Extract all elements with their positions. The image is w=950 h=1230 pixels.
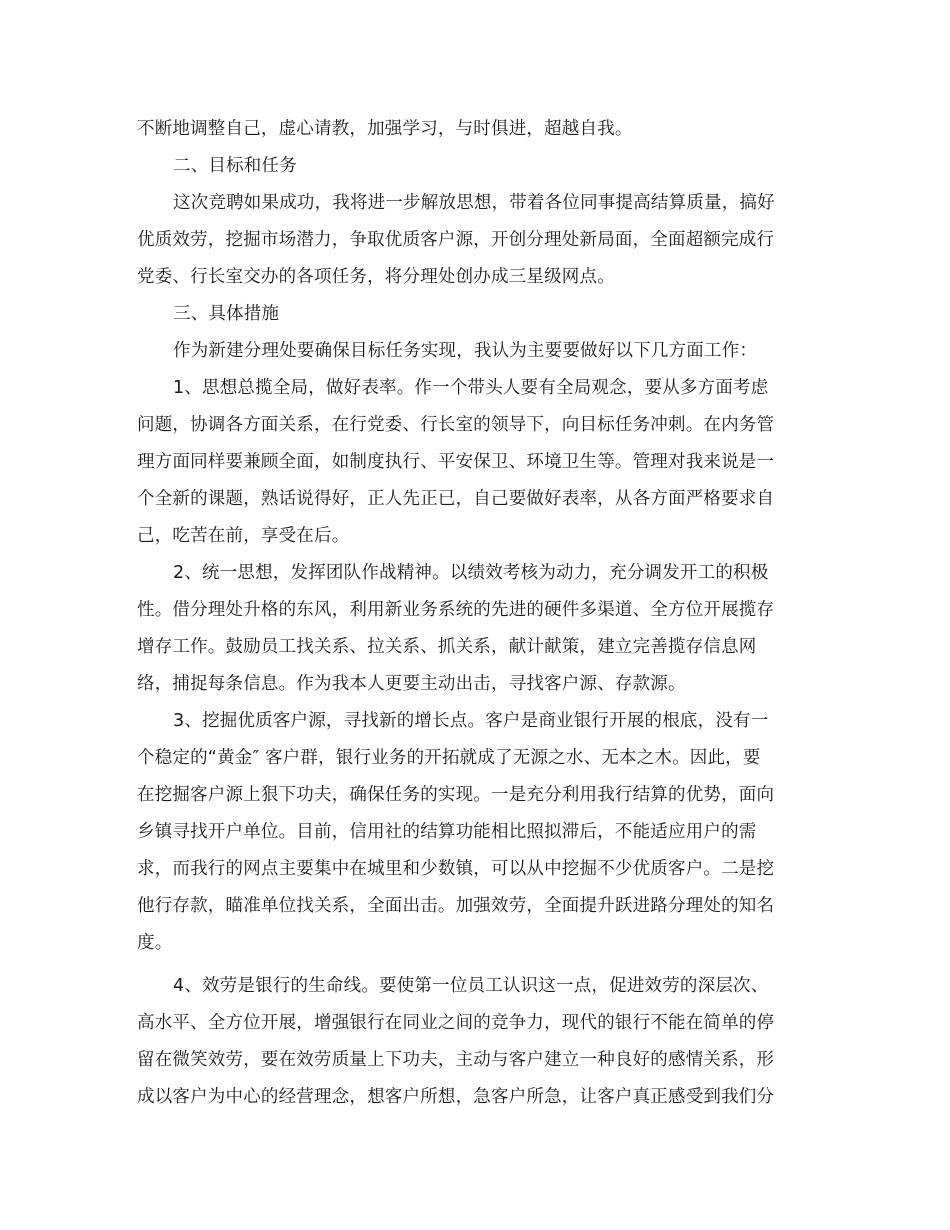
- text-line: 高水平、全方位开展，增强银行在同业之间的竞争力，现代的银行不能在简单的停: [137, 1013, 775, 1033]
- text-line: 增存工作。鼓励员工找关系、拉关系、抓关系，献计献策，建立完善揽存信息网: [137, 637, 757, 657]
- text-line: 乡镇寻找开户单位。目前，信用社的结算功能相比照拟滞后，不能适应用户的需: [137, 822, 757, 842]
- text-line: 党委、行长室交办的各项任务，将分理处创办成三星级网点。: [137, 267, 615, 287]
- document-body: [137, 111, 817, 1116]
- text-line: 络，捕捉每条信息。作为我本人更要主动出击，寻找客户源、存款源。: [137, 674, 686, 694]
- text-line: 留在微笑效劳，要在效劳质量上下功夫，主动与客户建立一种良好的感情关系，形: [137, 1050, 775, 1070]
- text-line: 个稳定的“黄金″ 客户群，银行业务的开拓就成了无源之水、无本之木。因此，要: [137, 748, 761, 768]
- text-line: 2、统一思想，发挥团队作战精神。以绩效考核为动力，充分调发开工的积极: [173, 563, 769, 583]
- text-line: 成以客户为中心的经营理念，想客户所想，急客户所急，让客户真正感受到我们分: [137, 1087, 775, 1107]
- text-line: 4、效劳是银行的生命线。要使第一位员工认识这一点，促进效劳的深层次、: [173, 976, 769, 996]
- text-line: 3、挖掘优质客户源，寻找新的增长点。客户是商业银行开展的根底，没有一: [173, 711, 769, 731]
- text-line: 这次竞聘如果成功，我将进一步解放思想，带着各位同事提高结算质量，搞好: [173, 193, 775, 213]
- text-line: 1、思想总揽全局，做好表率。作一个带头人要有全局观念，要从多方面考虑: [173, 378, 769, 398]
- section-heading: 二、目标和任务: [173, 156, 297, 176]
- text-line: 理方面同样要兼顾全面，如制度执行、平安保卫、环境卫生等。管理对我来说是一: [137, 452, 775, 472]
- text-line: 问题，协调各方面关系，在行党委、行长室的领导下，向目标任务冲刺。在内务管: [137, 415, 775, 435]
- text-line: 作为新建分理处要确保目标任务实现，我认为主要要做好以下几方面工作：: [173, 341, 758, 361]
- section-heading: 三、具体措施: [173, 304, 280, 324]
- text-line: 性。借分理处升格的东风，利用新业务系统的先进的硬件多渠道、全方位开展揽存: [137, 600, 775, 620]
- text-line: 己，吃苦在前，享受在后。: [137, 526, 350, 546]
- text-line: 他行存款，瞄准单位找关系，全面出击。加强效劳，全面提升跃进路分理处的知名: [137, 896, 775, 916]
- text-line: 求，而我行的网点主要集中在城里和少数镇，可以从中挖掘不少优质客户。二是挖: [137, 859, 775, 879]
- text-line: 不断地调整自己，虚心请教，加强学习，与时俱进，超越自我。: [137, 119, 633, 139]
- text-line: 个全新的课题，熟话说得好，正人先正已，自己要做好表率，从各方面严格要求自: [137, 489, 775, 509]
- text-line: 度。: [137, 933, 173, 953]
- text-line: 优质效劳，挖掘市场潜力，争取优质客户源，开创分理处新局面，全面超额完成行: [137, 230, 775, 250]
- text-line: 在挖掘客户源上狠下功夫，确保任务的实现。一是充分利用我行结算的优势，面向: [137, 785, 775, 805]
